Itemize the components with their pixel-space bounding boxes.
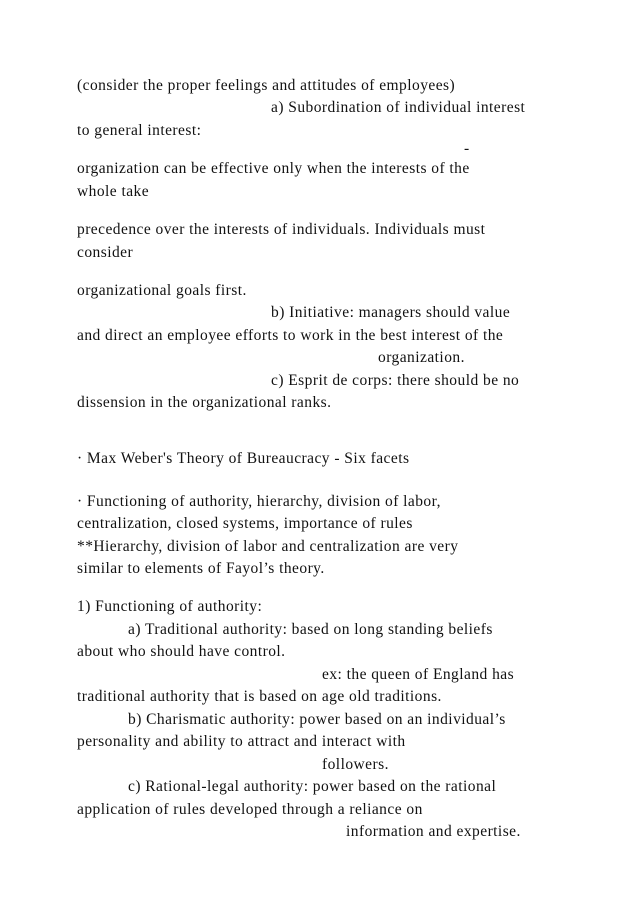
text-line: personality and ability to attract and interact with xyxy=(77,733,406,750)
text-line: b) Initiative: managers should value xyxy=(271,304,511,321)
text-line: consider xyxy=(77,244,134,261)
text-line: c) Esprit de corps: there should be no xyxy=(271,372,520,389)
text-line: centralization, closed systems, importance of rules xyxy=(77,515,413,532)
text-line: (consider the proper feelings and attitudes of employees) xyxy=(77,77,456,94)
text-line: b) Charismatic authority: power based on an individual’s xyxy=(128,711,506,728)
text-line: organization. xyxy=(378,349,465,366)
text-line: - xyxy=(464,140,470,157)
text-line: precedence over the interests of individuals. Individuals must xyxy=(77,221,486,238)
text-line: followers. xyxy=(322,756,389,773)
text-line: organization can be effective only when the interests of the xyxy=(77,160,470,177)
text-line: c) Rational-legal authority: power based on the rational xyxy=(128,778,497,795)
text-line: similar to elements of Fayol’s theory. xyxy=(77,560,325,577)
section-heading: · Max Weber's Theory of Bureaucracy - Six facets xyxy=(77,450,410,467)
text-line: about who should have control. xyxy=(77,643,286,660)
text-line: and direct an employee efforts to work in the best interest of the xyxy=(77,327,504,344)
text-line: 1) Functioning of authority: xyxy=(77,598,263,615)
text-line: dissension in the organizational ranks. xyxy=(77,394,332,411)
text-line: a) Subordination of individual interest xyxy=(271,99,526,116)
text-line: to general interest: xyxy=(77,122,202,139)
text-line: information and expertise. xyxy=(346,823,521,840)
text-line: organizational goals first. xyxy=(77,282,247,299)
text-line: ex: the queen of England has xyxy=(322,666,515,683)
text-line: traditional authority that is based on age old traditions. xyxy=(77,688,442,705)
text-line: a) Traditional authority: based on long standing beliefs xyxy=(128,621,493,638)
text-line: · Functioning of authority, hierarchy, division of labor, xyxy=(77,493,441,510)
text-line: application of rules developed through a reliance on xyxy=(77,801,423,818)
text-line: **Hierarchy, division of labor and centralization are very xyxy=(77,538,459,555)
text-line: whole take xyxy=(77,183,150,200)
